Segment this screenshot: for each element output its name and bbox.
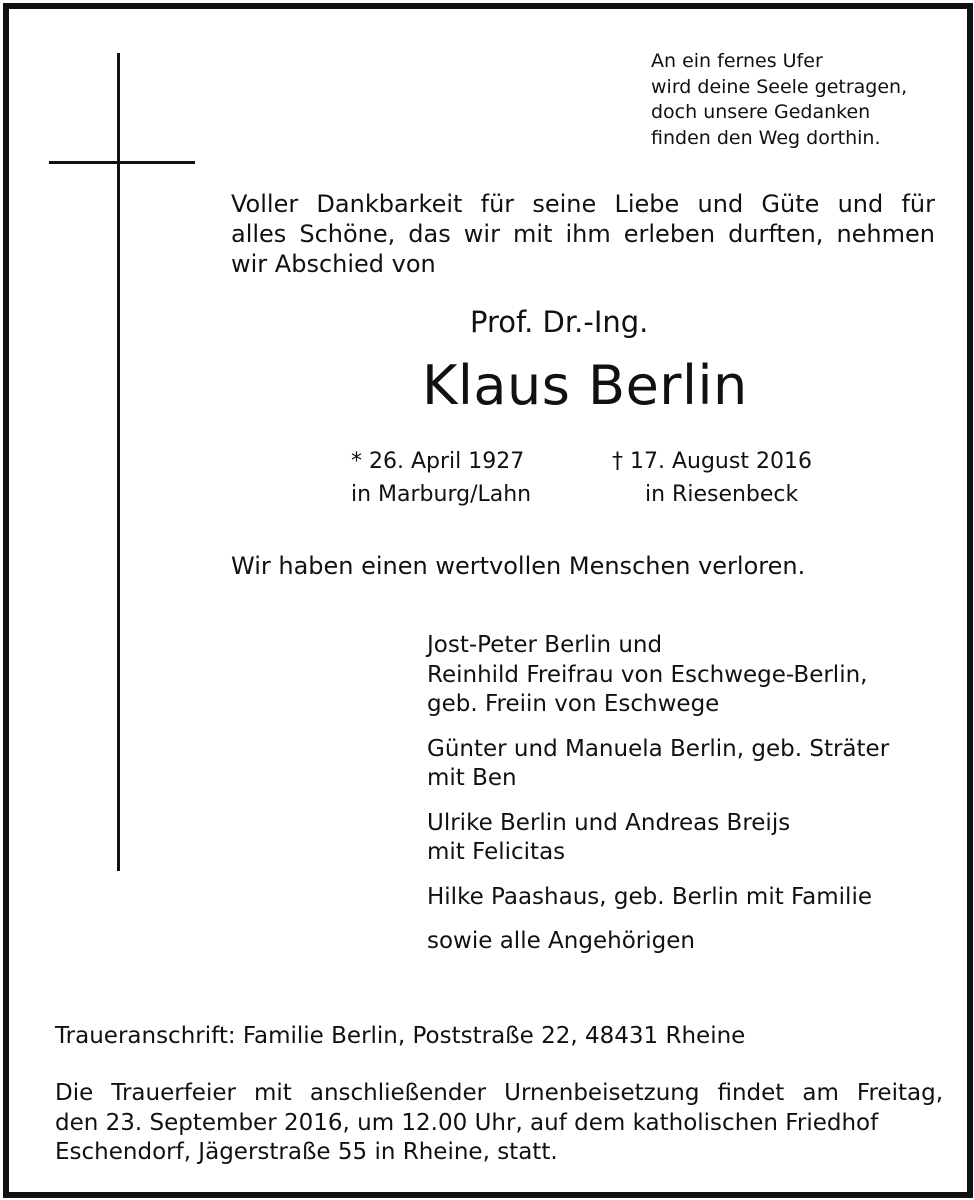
loss-statement: Wir haben einen wertvollen Menschen verloren. [231,552,806,580]
intro-line: Voller Dankbarkeit für seine Liebe und Güte und für [231,190,935,218]
intro-paragraph [231,189,935,279]
ceremony-line: Die Trauerfeier mit anschließender Urnenbeisetzung findet am Freitag, [55,1080,943,1106]
mourner-line: mit Felicitas [427,839,566,865]
mourner-line: Reinhild Freifrau von Eschwege-Berlin, [427,661,868,688]
mourners-list [427,631,889,972]
mourner-line: mit Ben [427,765,517,791]
mourning-address: Traueranschrift: Familie Berlin, Poststraße 22, 48431 Rheine [55,1023,746,1049]
poem-line: wird deine Seele getragen, [651,75,908,98]
cross-horizontal-bar [49,161,195,164]
poem-line: finden den Weg dorthin. [651,126,881,149]
mourner-line: Ulrike Berlin und Andreas Breijs [427,809,791,836]
mourner-group [427,735,889,794]
mourner-line: Günter und Manuela Berlin, geb. Sträter [427,735,890,762]
mourner-group [427,631,889,720]
ceremony-line: Eschendorf, Jägerstraße 55 in Rheine, statt. [55,1139,558,1165]
ceremony-notice [55,1079,943,1168]
birth-date: * 26. April 1927 [351,449,525,474]
mourner-group [427,883,889,913]
mourner-line: Jost-Peter Berlin und [427,632,663,658]
poem-line: An ein fernes Ufer [651,50,823,72]
death-place: in Riesenbeck [645,482,799,507]
ceremony-line: den 23. September 2016, um 12.00 Uhr, auf dem katholischen Friedhof [55,1109,879,1136]
mourner-group [427,809,889,868]
mourner-line: Hilke Paashaus, geb. Berlin mit Familie [427,883,872,910]
poem [651,49,907,151]
mourner-group [427,927,889,957]
deceased-title: Prof. Dr.-Ing. [470,305,649,339]
intro-line: wir Abschied von [231,250,436,278]
death-date: † 17. August 2016 [612,449,812,474]
birth-place: in Marburg/Lahn [351,482,532,507]
mourner-line: geb. Freiin von Eschwege [427,691,720,717]
deceased-name: Klaus Berlin [422,354,748,417]
cross-vertical-bar [117,53,120,871]
obituary-frame [3,3,973,1198]
poem-line: doch unsere Gedanken [651,101,871,123]
intro-line: alles Schöne, das wir mit ihm erleben durften, nehmen [231,220,935,248]
mourner-line: sowie alle Angehörigen [427,928,695,954]
